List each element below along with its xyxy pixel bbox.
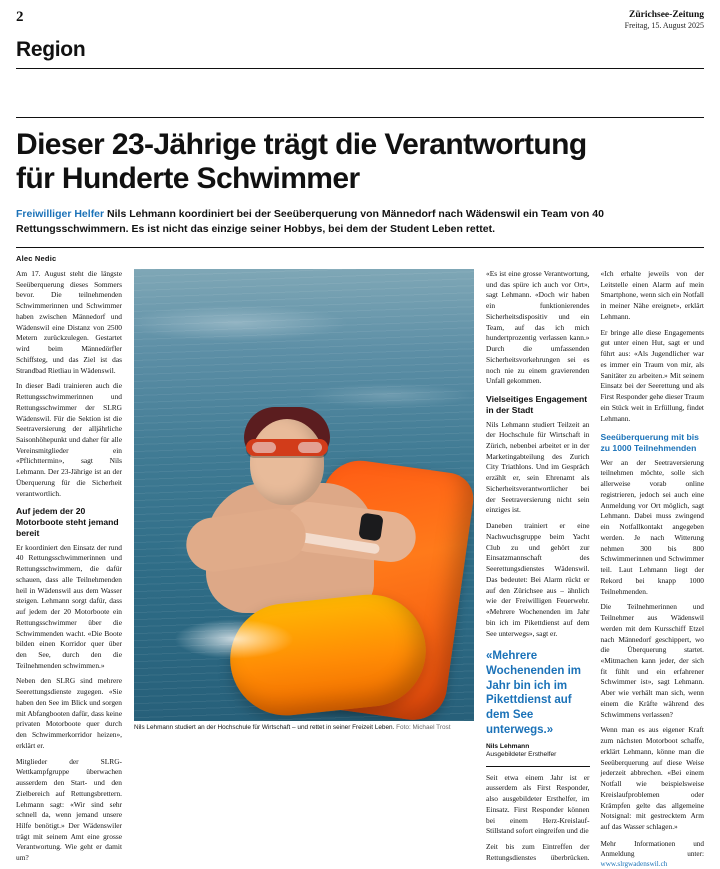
water-splash: [174, 619, 294, 659]
paragraph: Wer an der Seetraversierung teilnehmen möchte, solle sich allerweise vorab online registrieren, jedoch sei auch eine Anmeldung vor Ort möglich, sagt Lehmann. Dabei muss zwingend ein Notfallkontakt angegeben werden. Je nach Witterung nehmen 300 bis 800 Schwimmerinnen und Schwimmer teil. Laut Lehmann liegt der Rekord bei knapp 1000 Teilnehmenden.: [600, 457, 704, 596]
lead-kicker: Freiwilliger Helfer: [16, 208, 105, 221]
headline-line-1: Dieser 23-Jährige trägt die Verantwortung: [16, 128, 587, 161]
column-left: [16, 269, 122, 869]
masthead-right: [625, 10, 704, 30]
column-right: [486, 269, 704, 869]
paragraph: In dieser Badi trainieren auch die Rettungsschwimmerinnen und Rettungsschwimmer der SLRG Wädenswil. Für die Sektion ist die Seetraversierung der alljährliche Saisonhöhepunkt und daher für alle Vereinsmitglieder ein «Pflichttermin», sagt Nils Lehmann. Der 23-Jährige ist an der Überquerung für die Sicherheit verantwortlich.: [16, 381, 122, 498]
wristwatch-icon: [358, 513, 383, 542]
masthead: [16, 10, 704, 36]
lead-text: Nils Lehmann koordiniert bei der Seeüberquerung von Männedorf nach Wädenswil ein Team von 40 Rettungsschwimmern. Es ist nicht das einzige seiner Hobbys, bei dem der Student Leben rettet.: [16, 208, 604, 236]
infobox-title: Seeüberquerung mit bis zu 1000 Teilnehmenden: [600, 432, 699, 454]
article-lead: [16, 207, 704, 237]
page-title: [16, 128, 704, 195]
article-body: [16, 269, 704, 868]
paragraph: Daneben trainiert er eine Nachwuchsgruppe beim Yacht Club zu und gehört zur Einsatzmannschaft des Seerettungsdienstes Wädenswil. Das bedeutet: Bei Alarm rückt er auf den Zürichsee aus – ähnlich wie der Freiwilligen Feuerwehr. «Mehrere Wochenenden im Jahr bin ich im Pikettdienst auf dem See unterwegs», sagt er.: [486, 521, 590, 638]
photo-caption-text: Nils Lehmann studiert an der Hochschule für Wirtschaft – und rettet in seiner Freizeit Leben.: [134, 724, 395, 731]
divider-under-lead: [16, 247, 704, 248]
pull-quote: «Mehrere Wochenenden im Jahr bin ich im Pikettdienst auf dem See unterwegs.»: [486, 650, 581, 736]
paragraph: Wenn man es aus eigener Kraft zum nächsten Motorboot schaffe, erklärt Lehmann, könne man die Seeüberquerung auf diese Weise jederzeit abbrechen. «Bei einem Notfall wie beispielsweise Kreislaufproblemen oder Krämpfen gelte das allgemeine Notsignal: mit gestrecktem Arm auf das Wasser schlagen.»: [600, 725, 704, 831]
paragraph: Nils Lehmann studiert Teilzeit an der Hochschule für Wirtschaft in Zürich, nebenbei arbeitet er in der Marketingabteilung des Zurich City Triathlons. Und im Gespräch erzählt er, sein Ehrenamt als Sicherheitsverantwortlicher bei der Seetraversierung nicht sein einziges ist.: [486, 419, 590, 515]
paragraph: Zeit bis zum Eintreffen der Rettungsdienstes überbrücken. «Ich erhalte jeweils von der Leitstelle einen Alarm auf mein Smartphone, wenn sich ein Notfall in meiner Nähe ereignet», erklärt Lehmann.: [486, 269, 704, 862]
swim-goggles-icon: [246, 439, 328, 456]
paragraph: Er koordiniert den Einsatz der rund 40 Rettungsschwimmerinnen und Rettungsschwimmern, die dafür schauen, dass alle Teilnehmenden heil in Wädenswil aus dem Wasser steigen. Lehmann sorgt dafür, dass auf jedem der 20 Motorboote ein Rettungsschwimmer über die Schwimmenden wacht. «Die Boote bilden einen Korridor quer über den See, durch den die Teilnehmenden schwimmen.»: [16, 542, 122, 670]
subheading: Auf jedem der 20 Motorboote steht jemand bereit: [16, 506, 119, 538]
paragraph: «Es ist eine grosse Verantwortung, und das spüre ich auch vor Ort», sagt Lehmann. «Doch wir haben ein funktionierendes Sicherheitsdispositiv und ein Team, auf das ich mich hundertprozentig verlassen kann.» Durch die umfassenden Sicherheitsvorkehrungen sei es noch nie zu einem gravierenden Unfall gekommen.: [486, 269, 590, 386]
section-title: Region: [16, 38, 86, 61]
divider-under-pullquote: [486, 766, 590, 767]
byline: Alec Nedic: [16, 254, 57, 263]
paragraph: Seit etwa einem Jahr ist er ausserdem als First Responder, also ausgebildeter Ersthelfer, im Einsatz. First Responder können bei einem Herz-Kreislauf-Stillstand sofort eingreifen und die: [486, 772, 590, 836]
paragraph: Die Teilnehmerinnen und Teilnehmer aus Wädenswil werden mit dem Kursschiff Etzel nach Männedorf geschippert, wo die Überquerung startet. «Mitmachen kann jeder, der sich fit fühlt und ein erfahrener Schwimmer ist», sagt Lehmann. Aber wie verhält man sich, wenn einem die Kräfte während des Schwimmens verlassen?: [600, 602, 704, 719]
column-right-inner: [486, 269, 704, 869]
paragraph: Am 17. August steht die längste Seeüberquerung dieses Sommers bevor. Die teilnehmenden Schwimmerinnen und Schwimmer haben zwischen Männedorf und Wädenswil eine Distanz von 2500 Metern zurückzulegen. Gestartet wird beim Männedörfler Schiffsteg, und das Ziel ist das Strandbad Rietliau in Wädenswil.: [16, 269, 122, 375]
pull-quote-role: Ausgebildeter Ersthelfer: [486, 751, 557, 759]
paragraph: Mitglieder der SLRG-Wettkampfgruppe überwachen ausserdem den Start- und den Zielbereich auf Rettungsbrettern. Lehmann sagt: «Wir sind sehr schnell da, wenn jemand unsere Hilfe benötigt.» Der Wädenswiler trägt mit seinem Amt eine grosse Verantwortung. Wie geht er damit um?: [16, 756, 122, 863]
paragraph: Neben den SLRG sind mehrere Seerettungsdienste zugegen. «Sie haben den See im Blick und sorgen mit Abfangbooten dafür, dass keine privaten Motorboote quer durch den Schwimmerkorridor heizen», erklärt er.: [16, 676, 122, 750]
divider-under-section: [16, 68, 704, 69]
paper-date: Freitag, 15. August 2025: [624, 20, 704, 30]
photo-caption: [134, 724, 474, 732]
divider-above-headline: [16, 117, 704, 118]
footer-note-url[interactable]: www.slrgwadenswil.ch: [600, 859, 668, 868]
page-number: 2: [16, 9, 24, 25]
article-photo: [134, 269, 474, 721]
footer-note-text: Mehr Informationen und Anmeldung unter:: [600, 839, 704, 858]
paragraph: Er bringe alle diese Engagements gut unter einen Hut, sagt er und führt aus: «Als Jugendlicher war es immer ein Traum von mir, als Sanitäter zu arbeiten.» Mit seinem Einsatz bei der Seerettung und als First Responder gehe dieser Traum ein Stück weit in Erfüllung, findet Lehmann.: [600, 327, 704, 423]
photo-credit: Foto: Michael Trost: [396, 724, 451, 731]
pull-quote-author: Nils Lehmann: [486, 742, 530, 750]
paper-name: Zürichsee-Zeitung: [629, 10, 704, 20]
swimmer-head: [250, 419, 324, 505]
column-photo: [134, 269, 474, 869]
subheading: Vielseitiges Engagement in der Stadt: [486, 394, 588, 415]
footer-note: [601, 839, 705, 869]
headline-line-2: für Hunderte Schwimmer: [16, 161, 360, 195]
